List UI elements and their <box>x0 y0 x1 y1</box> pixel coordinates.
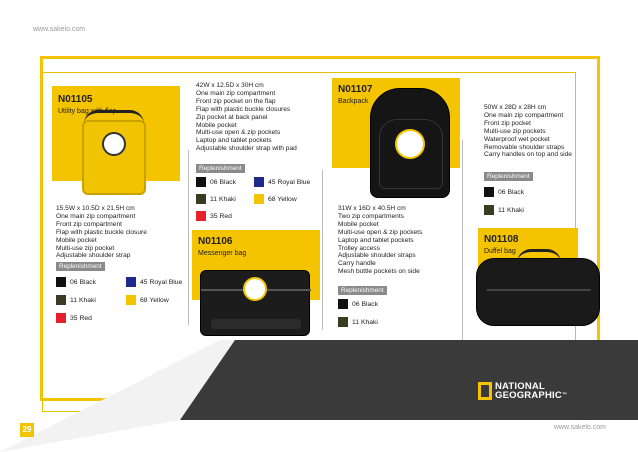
spec-line: One main zip compartment <box>56 212 136 220</box>
header-url: www.sakelo.com <box>33 26 86 33</box>
product-image-n01107 <box>370 88 450 198</box>
swatch <box>56 277 66 287</box>
specs-n01106 <box>196 82 324 153</box>
product-code: N01106 <box>198 236 233 247</box>
color-option: 35 Red <box>196 210 232 222</box>
spec-line: 15.5W x 10.5D x 21.5H cm <box>56 205 135 212</box>
page-number: 29 <box>20 423 34 437</box>
swatch <box>196 194 206 204</box>
color-option: 11 Khaki <box>338 316 458 328</box>
spec-line: Waterproof wet pocket <box>484 135 550 143</box>
spec-line: Mobile pocket <box>196 121 237 129</box>
color-option: 11 Khaki <box>56 294 114 306</box>
swatch <box>484 187 494 197</box>
spec-line: Flap with plastic buckle closures <box>196 105 291 113</box>
swatch <box>338 299 348 309</box>
spec-line: Multi-use open & zip pockets <box>338 228 423 236</box>
color-option: 45 Royal Blue <box>126 276 182 288</box>
spec-line: Mesh bottle pockets on side <box>338 268 420 276</box>
spec-line: Front zip compartment <box>56 220 122 228</box>
product-code: N01105 <box>58 94 93 105</box>
spec-line: Removable shoulder straps <box>484 143 565 151</box>
spec-line: One main zip compartment <box>484 111 564 119</box>
spec-line: Carry handles on top and side <box>484 151 572 159</box>
spec-line: Front zip pocket on the flap <box>196 97 276 105</box>
color-option: 11 Khaki <box>484 204 594 216</box>
spec-line: Carry handle <box>338 260 376 268</box>
replenishment-label: Replenishment <box>196 164 245 173</box>
product-code: N01107 <box>338 84 373 95</box>
spec-line: Adjustable shoulder straps <box>338 252 416 260</box>
spec-line: 42W x 12.5D x 30H cm <box>196 82 264 89</box>
product-image-n01108 <box>476 258 600 326</box>
color-option: 06 Black <box>338 298 458 310</box>
product-image-n01106 <box>200 270 310 336</box>
color-option: 68 Yellow <box>254 193 297 205</box>
product-name: Backpack <box>338 98 369 105</box>
color-option: 06 Black <box>196 176 248 188</box>
specs-n01108 <box>484 104 600 159</box>
colors-n01105 <box>56 276 186 324</box>
brand-line-2: GEOGRAPHIC™ <box>495 390 568 401</box>
colors-n01107 <box>338 298 458 328</box>
swatch <box>126 295 136 305</box>
spec-line: Two zip compartments <box>338 212 404 220</box>
spec-line: Trolley access <box>338 244 380 252</box>
swatch <box>254 177 264 187</box>
product-code: N01108 <box>484 234 519 245</box>
swatch <box>126 277 136 287</box>
product-name: Duffel bag <box>484 248 516 255</box>
product-name: Messenger bag <box>198 250 247 257</box>
specs-n01107 <box>338 205 462 276</box>
specs-n01105 <box>56 205 186 260</box>
spec-line: Mobile pocket <box>56 236 97 244</box>
spec-line: Multi-use zip pockets <box>484 127 546 135</box>
spec-line: Multi-use zip pocket <box>56 244 115 252</box>
product-image-n01105 <box>82 120 146 195</box>
swatch <box>254 194 264 204</box>
spec-line: One main zip compartment <box>196 89 276 97</box>
replenishment-label: Replenishment <box>338 286 387 295</box>
spec-line: Front zip pocket <box>484 119 531 127</box>
national-geographic-logo <box>478 382 567 400</box>
spec-line: Flap with plastic buckle closure <box>56 228 147 236</box>
spec-line: Mobile pocket <box>338 220 379 228</box>
color-option: 35 Red <box>56 312 92 324</box>
color-option: 06 Black <box>484 186 594 198</box>
spec-line: Laptop and tablet pockets <box>196 137 272 145</box>
replenishment-label: Replenishment <box>484 172 533 181</box>
spec-line: Laptop and tablet pockets <box>338 236 414 244</box>
spec-line: Adjustable shoulder strap <box>56 252 131 260</box>
product-name: Utility bag with flap <box>58 108 117 115</box>
swatch <box>484 205 494 215</box>
colors-n01108 <box>484 186 594 216</box>
swatch <box>56 295 66 305</box>
footer-url: www.sakelo.com <box>553 424 606 431</box>
swatch <box>56 313 66 323</box>
colors-n01106 <box>196 176 326 222</box>
yellow-rectangle-icon <box>478 382 492 400</box>
color-option: 06 Black <box>56 276 114 288</box>
replenishment-label: Replenishment <box>56 262 105 271</box>
spec-line: 31W x 16D x 40.5H cm <box>338 205 406 212</box>
swatch <box>196 177 206 187</box>
color-option: 45 Royal Blue <box>254 176 310 188</box>
spec-line: 50W x 28D x 28H cm <box>484 104 547 111</box>
spec-line: Zip pocket at back panel <box>196 113 268 121</box>
spec-line: Adjustable shoulder strap with pad <box>196 145 297 153</box>
color-option: 11 Khaki <box>196 193 248 205</box>
swatch <box>196 211 206 221</box>
swatch <box>338 317 348 327</box>
color-option: 68 Yellow <box>126 294 169 306</box>
brand-line-1: NATIONAL <box>495 381 545 392</box>
spec-line: Multi-use open & zip pockets <box>196 129 281 137</box>
